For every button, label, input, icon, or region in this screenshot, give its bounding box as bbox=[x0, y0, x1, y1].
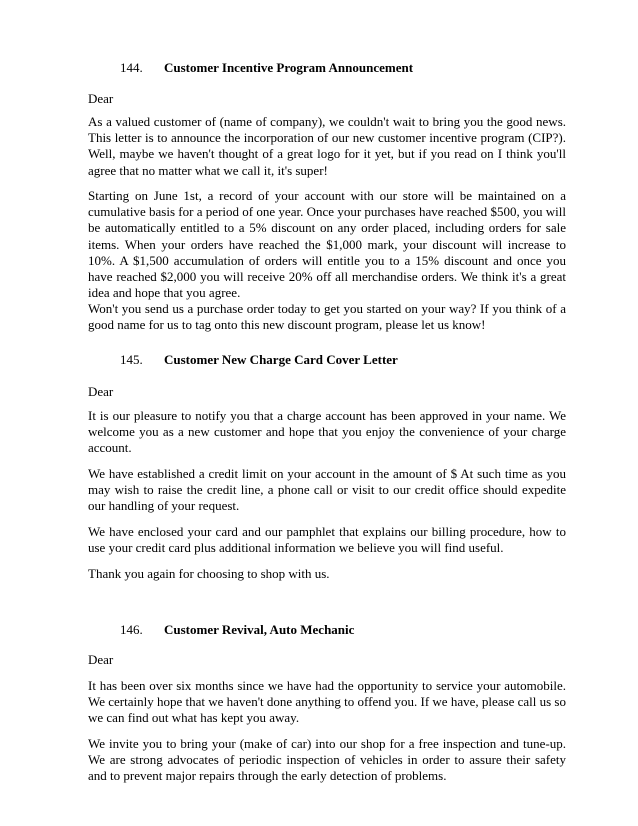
salutation: Dear bbox=[88, 384, 114, 399]
salutation: Dear bbox=[88, 91, 114, 106]
salutation: Dear bbox=[88, 652, 114, 667]
section-number: 144. bbox=[120, 60, 143, 75]
section-number: 145. bbox=[120, 352, 143, 367]
paragraph: Starting on June 1st, a record of your account with our store will be maintained on a cumulative basis for a period of one year. Once your purchases have reached $500, you will be automatically entitled to a 5% discount on any order placed, including orders for sale items. When your orders have reached the $1,000 mark, your discount will increase to 10%. A $1,500 accumulation of orders will entitle you to a 15% discount and once you have reached $2,000 you will receive 20% off all merchandise orders. We think it's a great idea and hope that you agree. bbox=[88, 188, 566, 301]
paragraph: It is our pleasure to notify you that a charge account has been approved in your name. We welcome you as a new customer and hope that you enjoy the convenience of your charge account. bbox=[88, 408, 566, 456]
section-title: Customer Revival, Auto Mechanic bbox=[164, 622, 355, 637]
section-title: Customer New Charge Card Cover Letter bbox=[164, 352, 398, 367]
section-title: Customer Incentive Program Announcement bbox=[164, 60, 414, 75]
paragraph: We have enclosed your card and our pamphlet that explains our billing procedure, how to use your credit card plus additional information we believe you will find useful. bbox=[88, 524, 566, 556]
paragraph: As a valued customer of (name of company), we couldn't wait to bring you the good news. This letter is to announce the incorporation of our new customer incentive program (CIP?). Well, maybe we haven't thought of a great logo for it yet, but if you read on I think you'll agree that no matter what we call it, it's super! bbox=[88, 114, 566, 178]
paragraph: We have established a credit limit on your account in the amount of $ At such time as you may wish to raise the credit line, a phone call or visit to our credit office should expedite our handling of your request. bbox=[88, 466, 566, 514]
section-heading-144 bbox=[88, 60, 566, 76]
paragraph: Won't you send us a purchase order today to get you started on your way? If you think of a good name for us to tag onto this new discount program, please let us know! bbox=[88, 301, 566, 333]
paragraph: We invite you to bring your (make of car) into our shop for a free inspection and tune-up. We are strong advocates of periodic inspection of vehicles in order to assure their safety and to prevent major repairs through the early detection of problems. bbox=[88, 736, 566, 784]
paragraph: Thank you again for choosing to shop with us. bbox=[88, 566, 330, 581]
section-number: 146. bbox=[120, 622, 143, 637]
section-heading-145 bbox=[88, 352, 566, 368]
section-heading-146 bbox=[88, 622, 566, 638]
paragraph: It has been over six months since we have had the opportunity to service your automobile. We certainly hope that we haven't done anything to offend you. If we have, please call us so we can find out what has kept you away. bbox=[88, 678, 566, 726]
